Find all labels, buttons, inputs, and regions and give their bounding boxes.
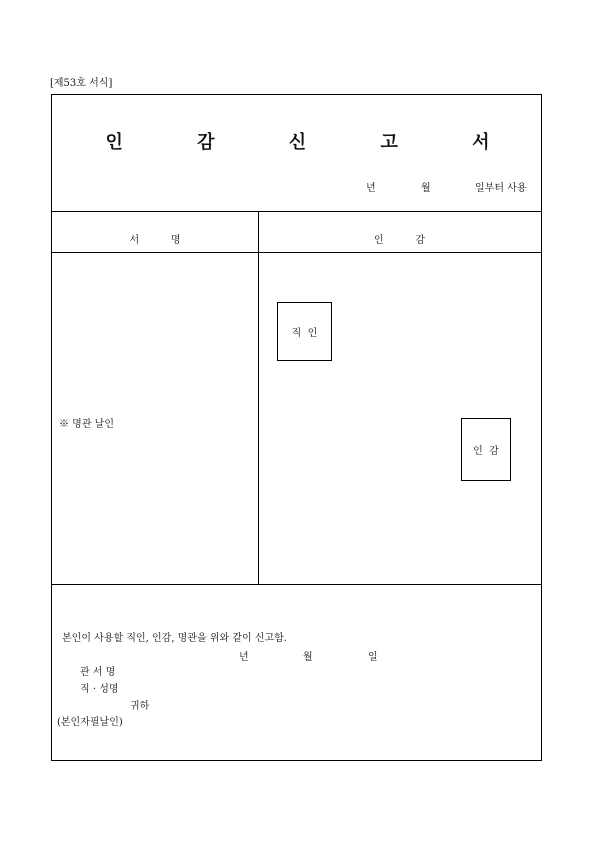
personal-seal-label: 인 감 — [473, 446, 499, 457]
signature-column-header: 서 명 — [129, 235, 181, 246]
form-number: [제53호 서식] — [50, 78, 113, 89]
official-seal-box — [277, 302, 332, 361]
personal-seal-box — [461, 418, 511, 481]
date-start-suffix: 일부터 사용 — [475, 183, 527, 194]
signature-note: ※ 명관 날인 — [59, 419, 114, 430]
title-divider — [52, 211, 541, 212]
date-month-label: 월 — [421, 183, 431, 194]
declaration-statement: 본인이 사용할 직인, 인감, 명관을 위와 같이 신고함. — [62, 633, 287, 644]
position-name-label: 직 · 성명 — [80, 684, 119, 695]
header-divider — [52, 252, 541, 253]
report-form — [51, 94, 542, 761]
seal-column-header: 인 감 — [373, 235, 426, 246]
declaration-year-label: 년 — [239, 652, 249, 663]
official-seal-label: 직 인 — [291, 328, 318, 339]
date-year-label: 년 — [366, 183, 376, 194]
recipient-label: 귀하 — [130, 701, 150, 712]
declaration-day-label: 일 — [368, 652, 378, 663]
declaration-month-label: 월 — [303, 652, 313, 663]
column-divider — [258, 211, 259, 584]
self-signature-label: (본인자필날인) — [57, 717, 123, 728]
form-title: 인 감 신 고 서 — [105, 132, 524, 153]
office-name-label: 관 서 명 — [80, 667, 116, 678]
body-divider — [52, 584, 541, 585]
